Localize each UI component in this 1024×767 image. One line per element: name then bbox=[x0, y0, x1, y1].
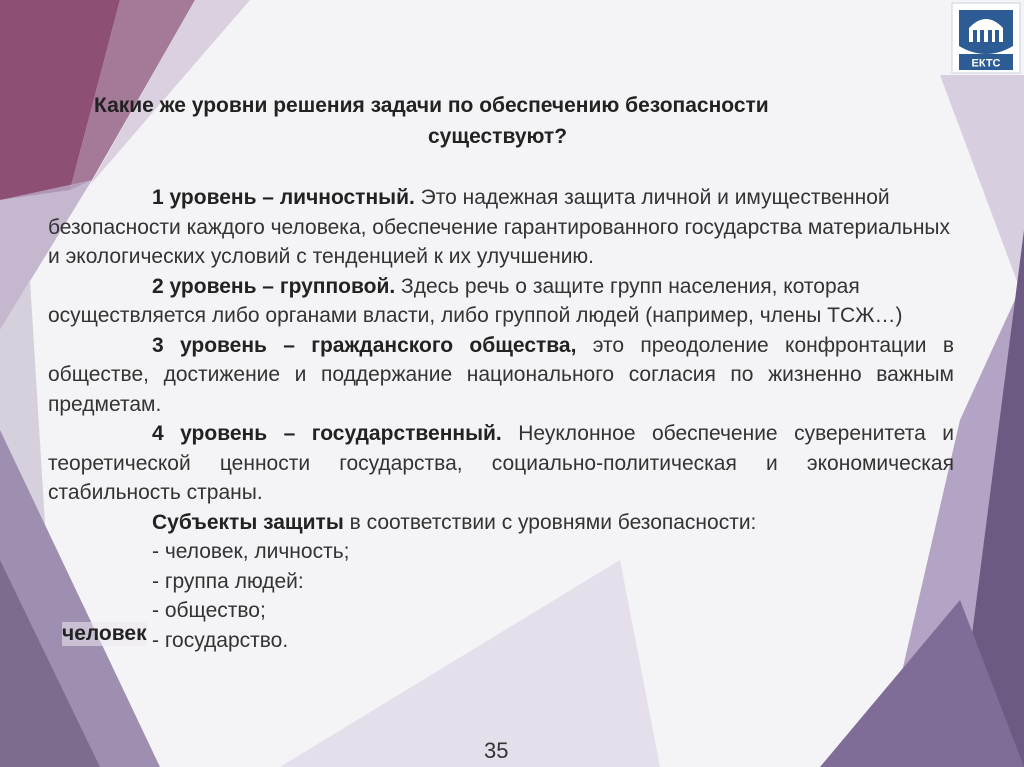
subjects-list bbox=[48, 537, 954, 655]
level-3-paragraph bbox=[48, 331, 954, 420]
level-1-text: Это надежная защита личной и имущественной безопасности каждого человека, обеспечение гарантированного государства материальных и экологических условий с тенденцией к их улучшению. bbox=[48, 186, 951, 268]
slide-title bbox=[48, 90, 958, 152]
list-item: - общество; bbox=[152, 599, 266, 622]
level-4-heading: 4 уровень – государственный. bbox=[152, 422, 502, 445]
level-2-text: Здесь речь о защите групп населения, которая осуществляется либо органами власти, либо группой людей (например, члены ТСЖ…) bbox=[48, 274, 903, 327]
list-item: - группа людей: bbox=[152, 569, 304, 593]
list-item: - человек, личность; bbox=[152, 540, 350, 563]
level-3-text: это преодоление конфронтации в обществе, достижение и поддержание национального согласия по жизненно важным предметам. bbox=[48, 333, 954, 416]
subjects-text: в соответствии с уровнями безопасности: bbox=[343, 510, 757, 534]
page-number: 35 bbox=[484, 738, 509, 763]
level-4-text: Неуклонное обеспечение суверенитета и теоретической ценности государства, социально-политическая и экономическая стабильность страны. bbox=[48, 422, 954, 504]
level-2-paragraph bbox=[48, 272, 954, 331]
subjects-heading: Субъекты защиты bbox=[152, 510, 344, 534]
logo-text: ЕКТС bbox=[971, 57, 1001, 70]
level-4-paragraph bbox=[48, 419, 954, 508]
level-3-heading: 3 уровень – гражданского общества, bbox=[152, 333, 577, 357]
slide-body bbox=[48, 183, 954, 655]
level-2-heading: 2 уровень – групповой. bbox=[152, 274, 396, 298]
title-line-1: Какие же уровни решения задачи по обеспечению безопасности bbox=[94, 94, 769, 117]
title-line-2: существуют? bbox=[428, 125, 568, 148]
college-building-logo bbox=[951, 2, 1021, 74]
subjects-paragraph bbox=[48, 508, 954, 538]
level-1-paragraph bbox=[48, 183, 954, 272]
side-label: человек bbox=[62, 622, 147, 645]
list-item: - государство. bbox=[152, 628, 289, 652]
level-1-heading: 1 уровень – личностный. bbox=[152, 186, 415, 209]
